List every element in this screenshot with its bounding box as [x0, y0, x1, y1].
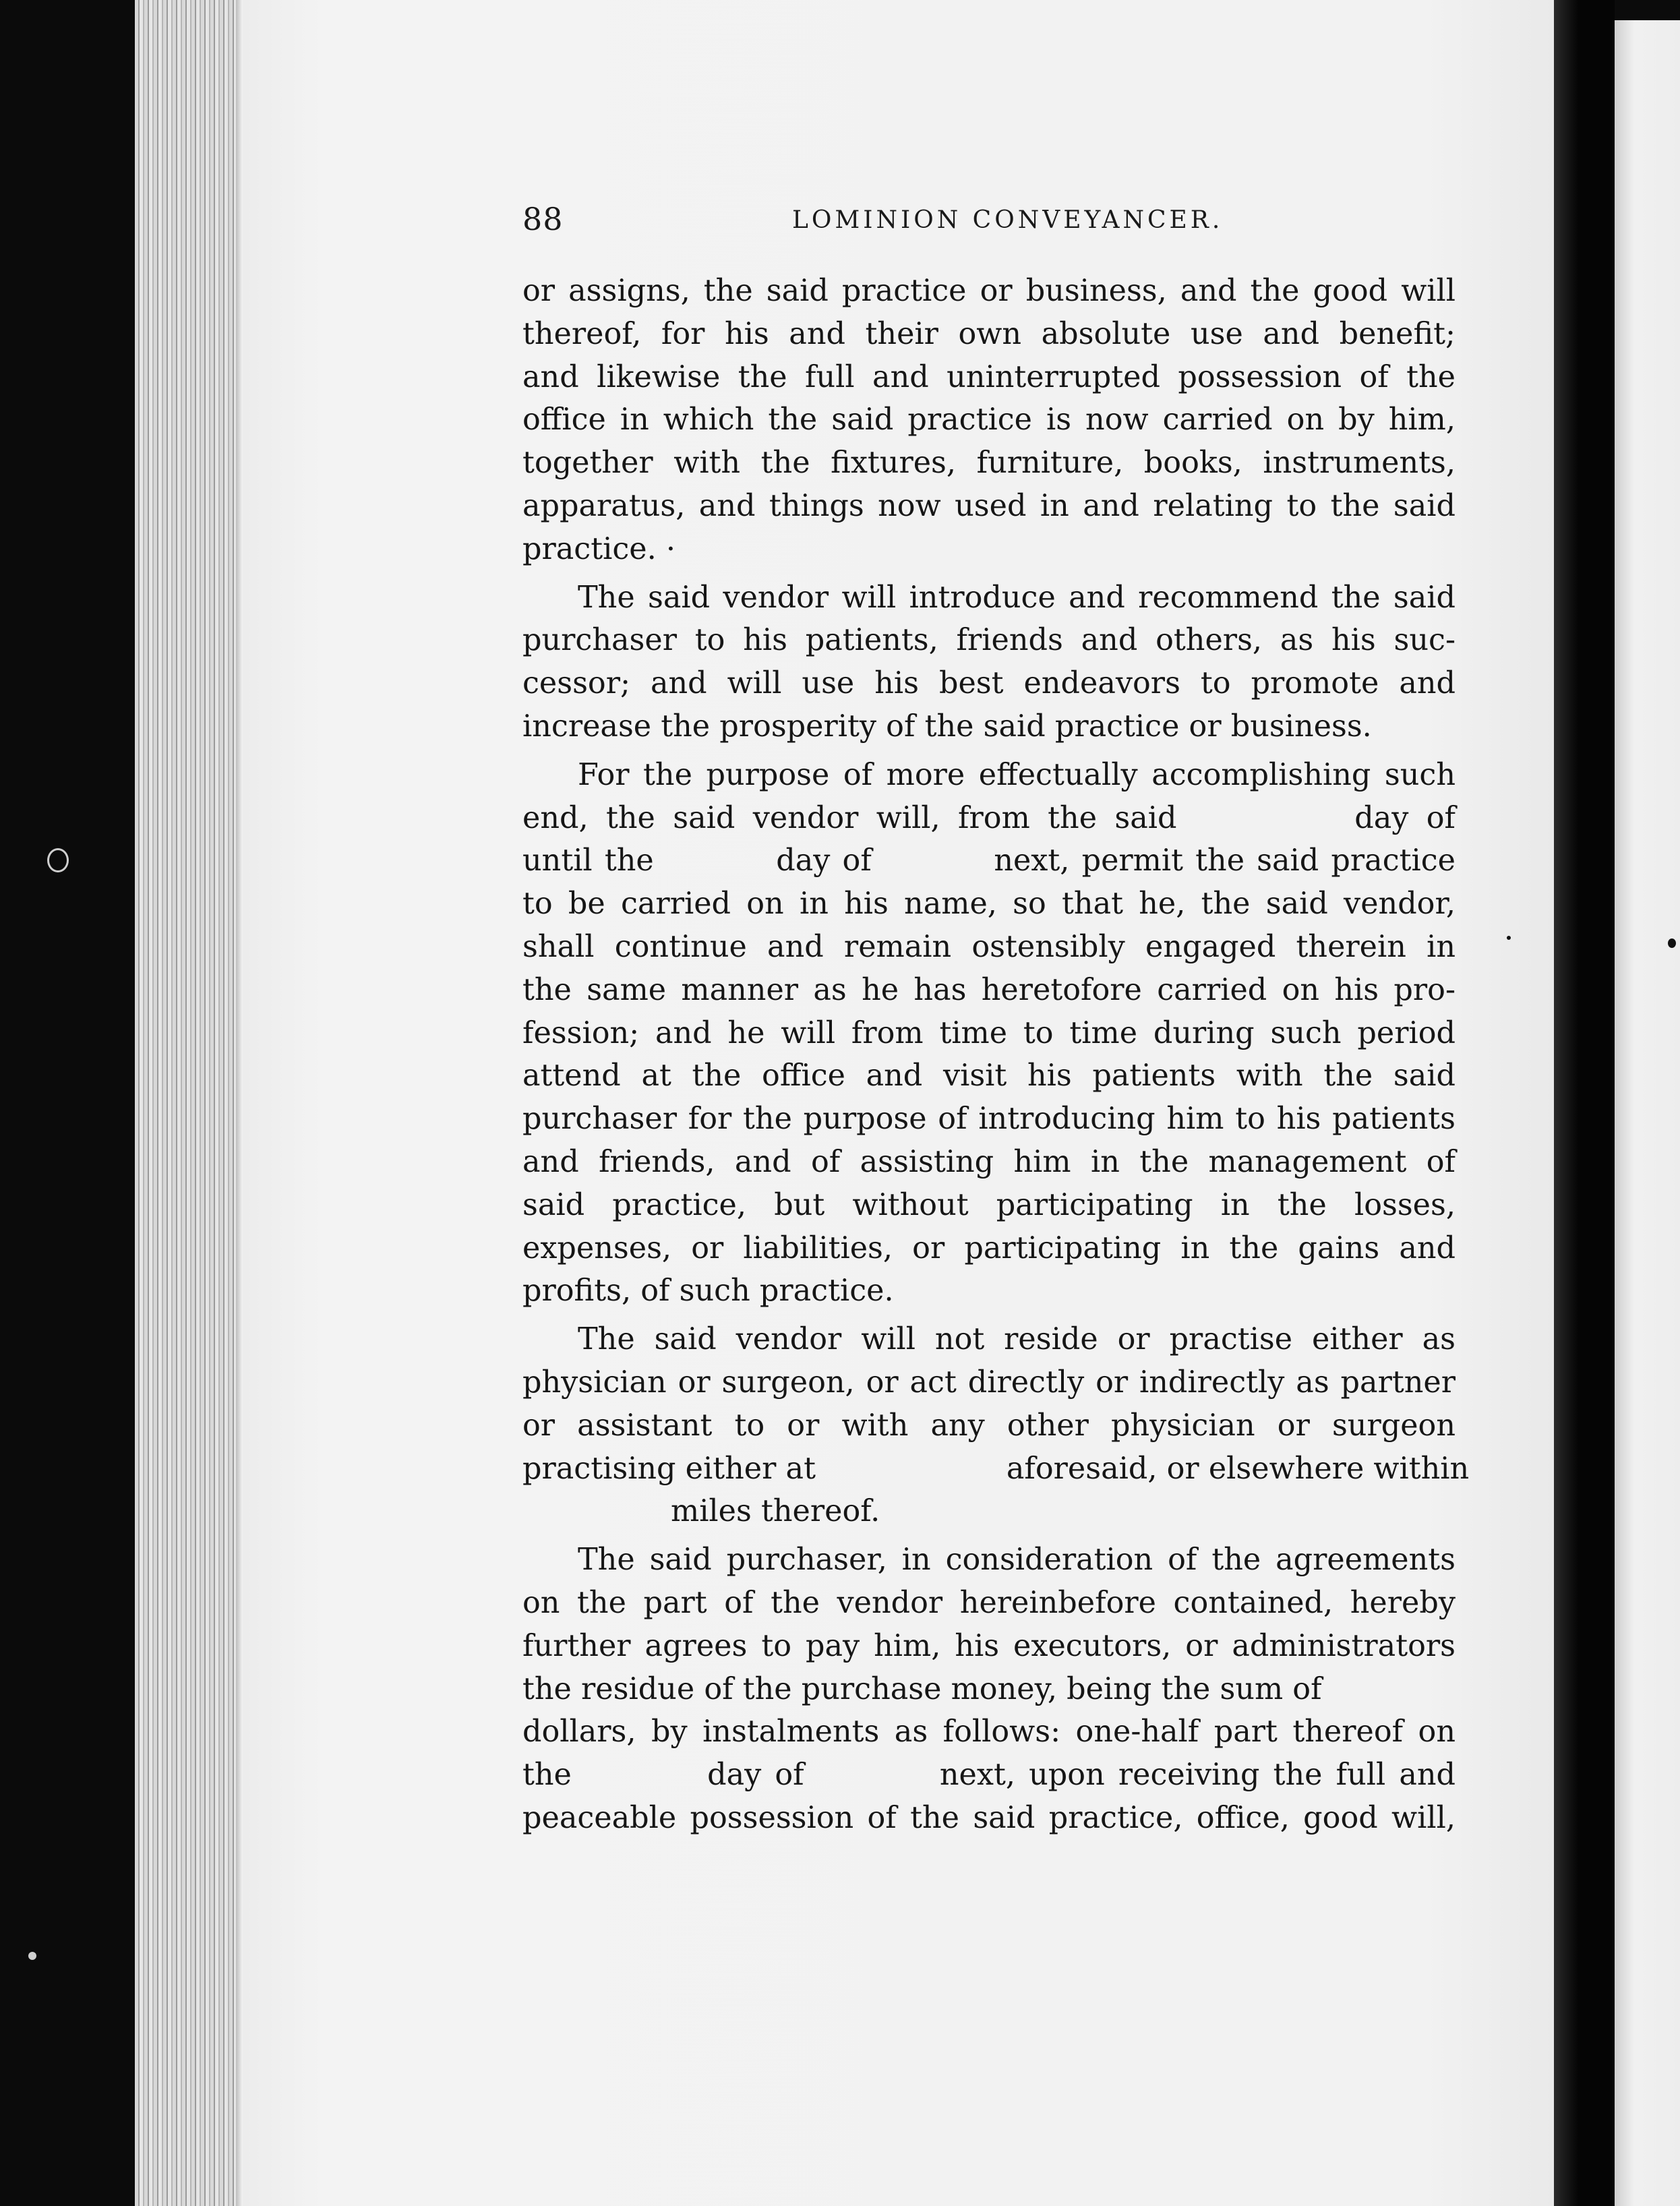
text-line: purchaser to his patients, friends and others, as his suc- [522, 623, 1456, 658]
running-head [522, 201, 1456, 241]
text-line: physician or surgeon, or act directly or indirectly as partner [522, 1365, 1456, 1400]
margin-mark [1507, 936, 1511, 940]
text-line: The said vendor will introduce and recommend the said [578, 580, 1456, 615]
text-line: until the day of next, permit the said practice [522, 843, 1456, 878]
text-line: purchaser for the purpose of introducing him to his patients [522, 1102, 1456, 1137]
paragraph [522, 1539, 1456, 1840]
text-line: the day of next, upon receiving the full and [522, 1758, 1456, 1793]
margin-mark [47, 848, 69, 872]
text-line: or assigns, the said practice or business, and the good will [522, 274, 1456, 308]
text-line: cessor; and will use his best endeavors to promote and [522, 666, 1456, 701]
text-line: together with the fixtures, furniture, books, instruments, [522, 446, 1456, 481]
running-title: LOMINION CONVEYANCER. [792, 206, 1224, 234]
page-number: 88 [522, 201, 564, 237]
text-line: increase the prosperity of the said practice or business. [522, 709, 1372, 744]
text-line: thereof, for his and their own absolute use and benefit; [522, 316, 1456, 351]
text-line: apparatus, and things now used in and relating to the said [522, 488, 1456, 523]
text-line: practising either at aforesaid, or elsewhere within [522, 1451, 1470, 1486]
text-line: and friends, and of assisting him in the management of [522, 1144, 1456, 1179]
facing-page-edge [1615, 20, 1680, 2206]
paragraph [522, 1318, 1470, 1533]
text-line: For the purpose of more effectually accomplishing such [578, 757, 1456, 792]
text-line: office in which the said practice is now carried on by him, [522, 403, 1456, 438]
body-text [522, 270, 1470, 1840]
paragraph [522, 576, 1456, 748]
text-line: and likewise the full and uninterrupted possession of the [522, 359, 1456, 394]
text-line: The said vendor will not reside or practise either as [578, 1322, 1456, 1357]
text-line: expenses, or liabilities, or participating in the gains and [522, 1230, 1456, 1265]
text-line: to be carried on in his name, so that he, the said vendor, [522, 887, 1456, 922]
text-line: profits, of such practice. [522, 1274, 894, 1309]
binding-gutter [1554, 0, 1615, 2206]
text-line: The said purchaser, in consideration of the agreements [578, 1543, 1456, 1578]
text-line: shall continue and remain ostensibly engaged therein in [522, 929, 1456, 964]
paragraph [522, 754, 1456, 1313]
margin-mark [28, 1952, 36, 1960]
paragraph [522, 270, 1456, 571]
text-line: peaceable possession of the said practice, office, good will, [522, 1800, 1456, 1835]
text-line: further agrees to pay him, his executors, or administrators [522, 1628, 1456, 1663]
text-line: the residue of the purchase money, being the sum of [522, 1671, 1322, 1706]
text-line: miles thereof. [671, 1494, 880, 1529]
book-page-edges [135, 0, 243, 2206]
text-line: the same manner as he has heretofore carried on his pro- [522, 972, 1456, 1007]
text-line: attend at the office and visit his patients with the said [522, 1059, 1456, 1094]
text-line: fession; and he will from time to time during such period [522, 1015, 1456, 1050]
text-line: dollars, by instalments as follows: one-half part thereof on [522, 1715, 1456, 1750]
text-line: practice. · [522, 531, 676, 566]
text-line: or assistant to or with any other physician or surgeon [522, 1408, 1456, 1443]
text-line: said practice, but without participating in the losses, [522, 1187, 1456, 1222]
text-line: end, the said vendor will, from the said day of [522, 800, 1456, 835]
text-line: on the part of the vendor hereinbefore contained, hereby [522, 1585, 1456, 1620]
margin-mark [1668, 938, 1676, 948]
